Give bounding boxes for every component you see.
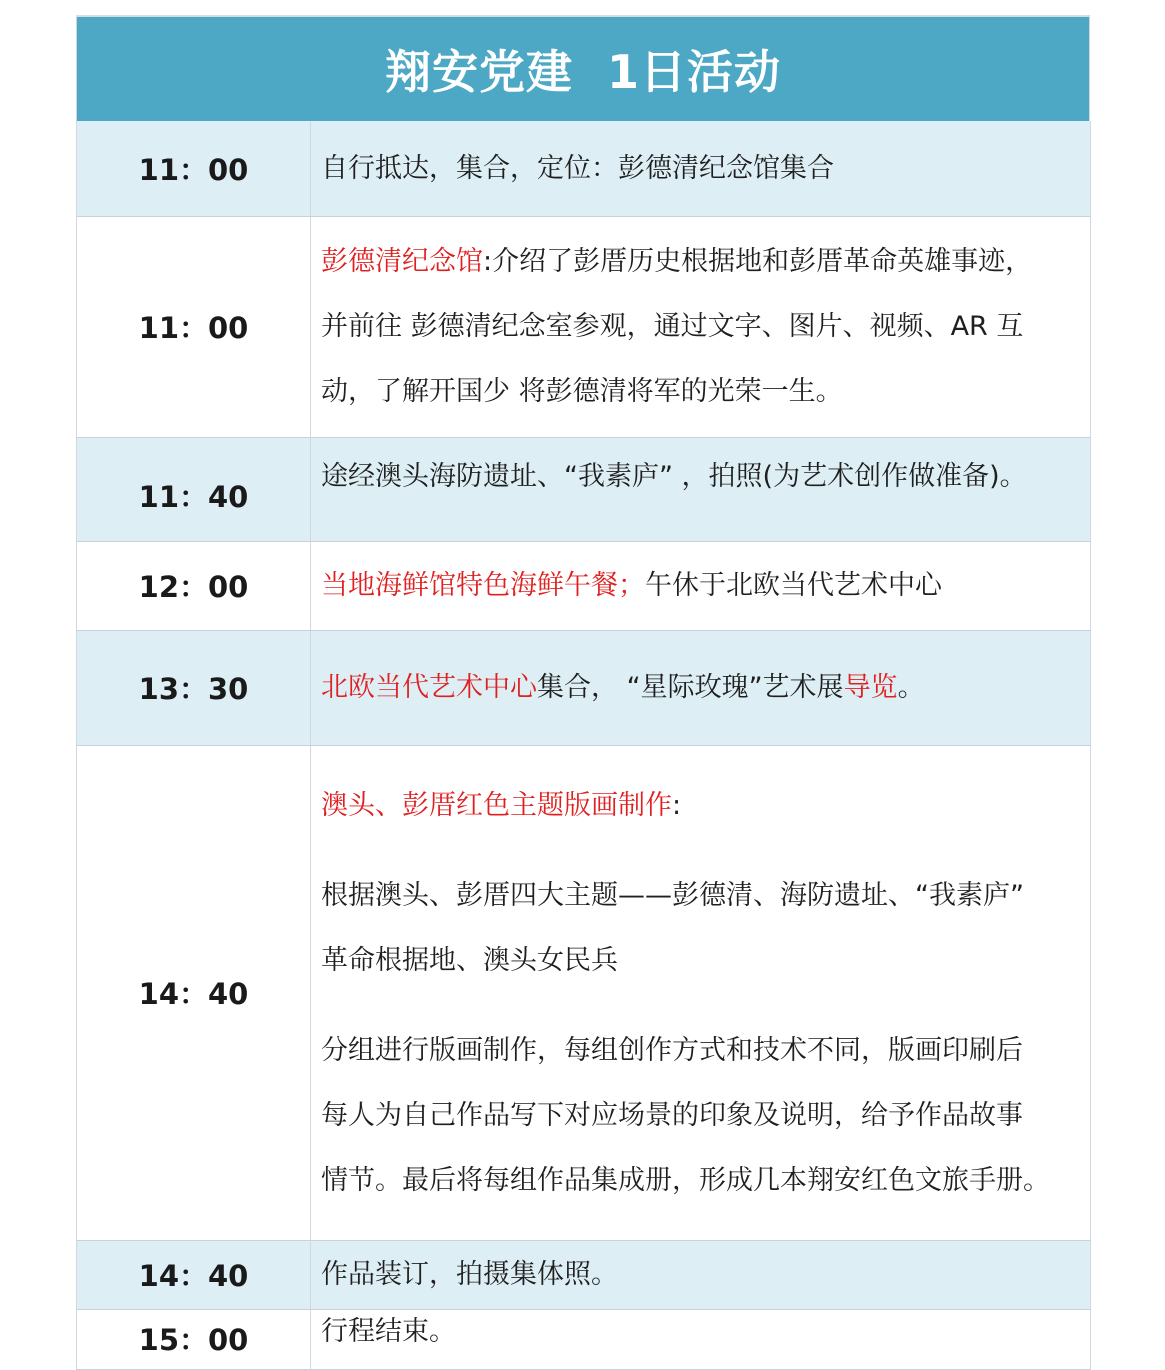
time-cell: 11：40	[77, 437, 311, 541]
paragraph-gap	[321, 838, 1082, 863]
page-title: 翔安党建 1日活动	[384, 45, 782, 99]
time-cell: 12：00	[77, 541, 311, 630]
time-cell: 11：00	[77, 121, 311, 216]
desc-cell	[311, 541, 1091, 630]
time-cell: 15：00	[77, 1309, 311, 1369]
desc-cell	[311, 1240, 1091, 1309]
schedule-sheet	[76, 15, 1090, 1370]
table-row	[77, 630, 1091, 745]
table-row	[77, 121, 1091, 216]
table-row	[77, 745, 1091, 1240]
desc-cell	[311, 216, 1091, 437]
desc-text: :	[672, 789, 682, 821]
desc-cell	[311, 630, 1091, 745]
highlight-text: 澳头、彭厝红色主题版画制作	[321, 789, 672, 821]
desc-line: 动，了解开国少 将彭德清将军的光荣一生。	[321, 376, 843, 407]
desc-line: 情节。最后将每组作品集成册，形成几本翔安红色文旅手册。	[321, 1164, 1050, 1196]
desc-text: 作品装订，拍摄集体照。	[321, 1259, 618, 1290]
desc-cell	[311, 745, 1091, 1240]
desc-text: 行程结束。	[321, 1315, 456, 1347]
time-cell: 13：30	[77, 630, 311, 745]
table-row	[77, 541, 1091, 630]
desc-line: 分组进行版画制作，每组创作方式和技术不同，版画印刷后	[321, 1034, 1023, 1066]
desc-line	[321, 773, 1082, 838]
table-row	[77, 216, 1091, 437]
desc-line	[321, 229, 1082, 294]
desc-cell	[311, 1309, 1091, 1369]
highlight-text: 北欧当代艺术中心	[321, 672, 537, 703]
desc-cell	[311, 121, 1091, 216]
desc-text: 自行抵达，集合，定位：彭德清纪念馆集合	[321, 152, 834, 184]
highlight-text: 彭德清纪念馆	[321, 246, 483, 277]
desc-text: 。	[897, 672, 925, 703]
highlight-text: 当地海鲜馆特色海鲜午餐；	[321, 570, 645, 601]
desc-line: 根据澳头、彭厝四大主题——彭德清、海防遗址、“我素庐”	[321, 879, 1024, 911]
desc-text: 途经澳头海防遗址、“我素庐” ，拍照(为艺术创作做准备)。	[321, 460, 1027, 492]
time-cell: 14：40	[77, 745, 311, 1240]
title-bar	[76, 17, 1090, 121]
schedule-table	[76, 121, 1091, 1370]
table-row	[77, 1309, 1091, 1369]
time-cell: 11：00	[77, 216, 311, 437]
desc-line: 革命根据地、澳头女民兵	[321, 944, 618, 976]
desc-text: 午休于北欧当代艺术中心	[645, 570, 942, 601]
desc-text: 集合， “星际玫瑰”艺术展	[537, 672, 844, 703]
desc-line: 每人为自己作品写下对应场景的印象及说明，给予作品故事	[321, 1099, 1023, 1131]
paragraph-gap	[321, 993, 1082, 1018]
desc-cell	[311, 437, 1091, 541]
time-cell: 14：40	[77, 1240, 311, 1309]
table-row	[77, 437, 1091, 541]
desc-line: 并前往 彭德清纪念室参观，通过文字、图片、视频、AR 互	[321, 311, 1024, 342]
table-row	[77, 1240, 1091, 1309]
desc-text: :介绍了彭厝历史根据地和彭厝革命英雄事迹，	[483, 246, 1033, 277]
highlight-text: 导览	[843, 672, 898, 703]
